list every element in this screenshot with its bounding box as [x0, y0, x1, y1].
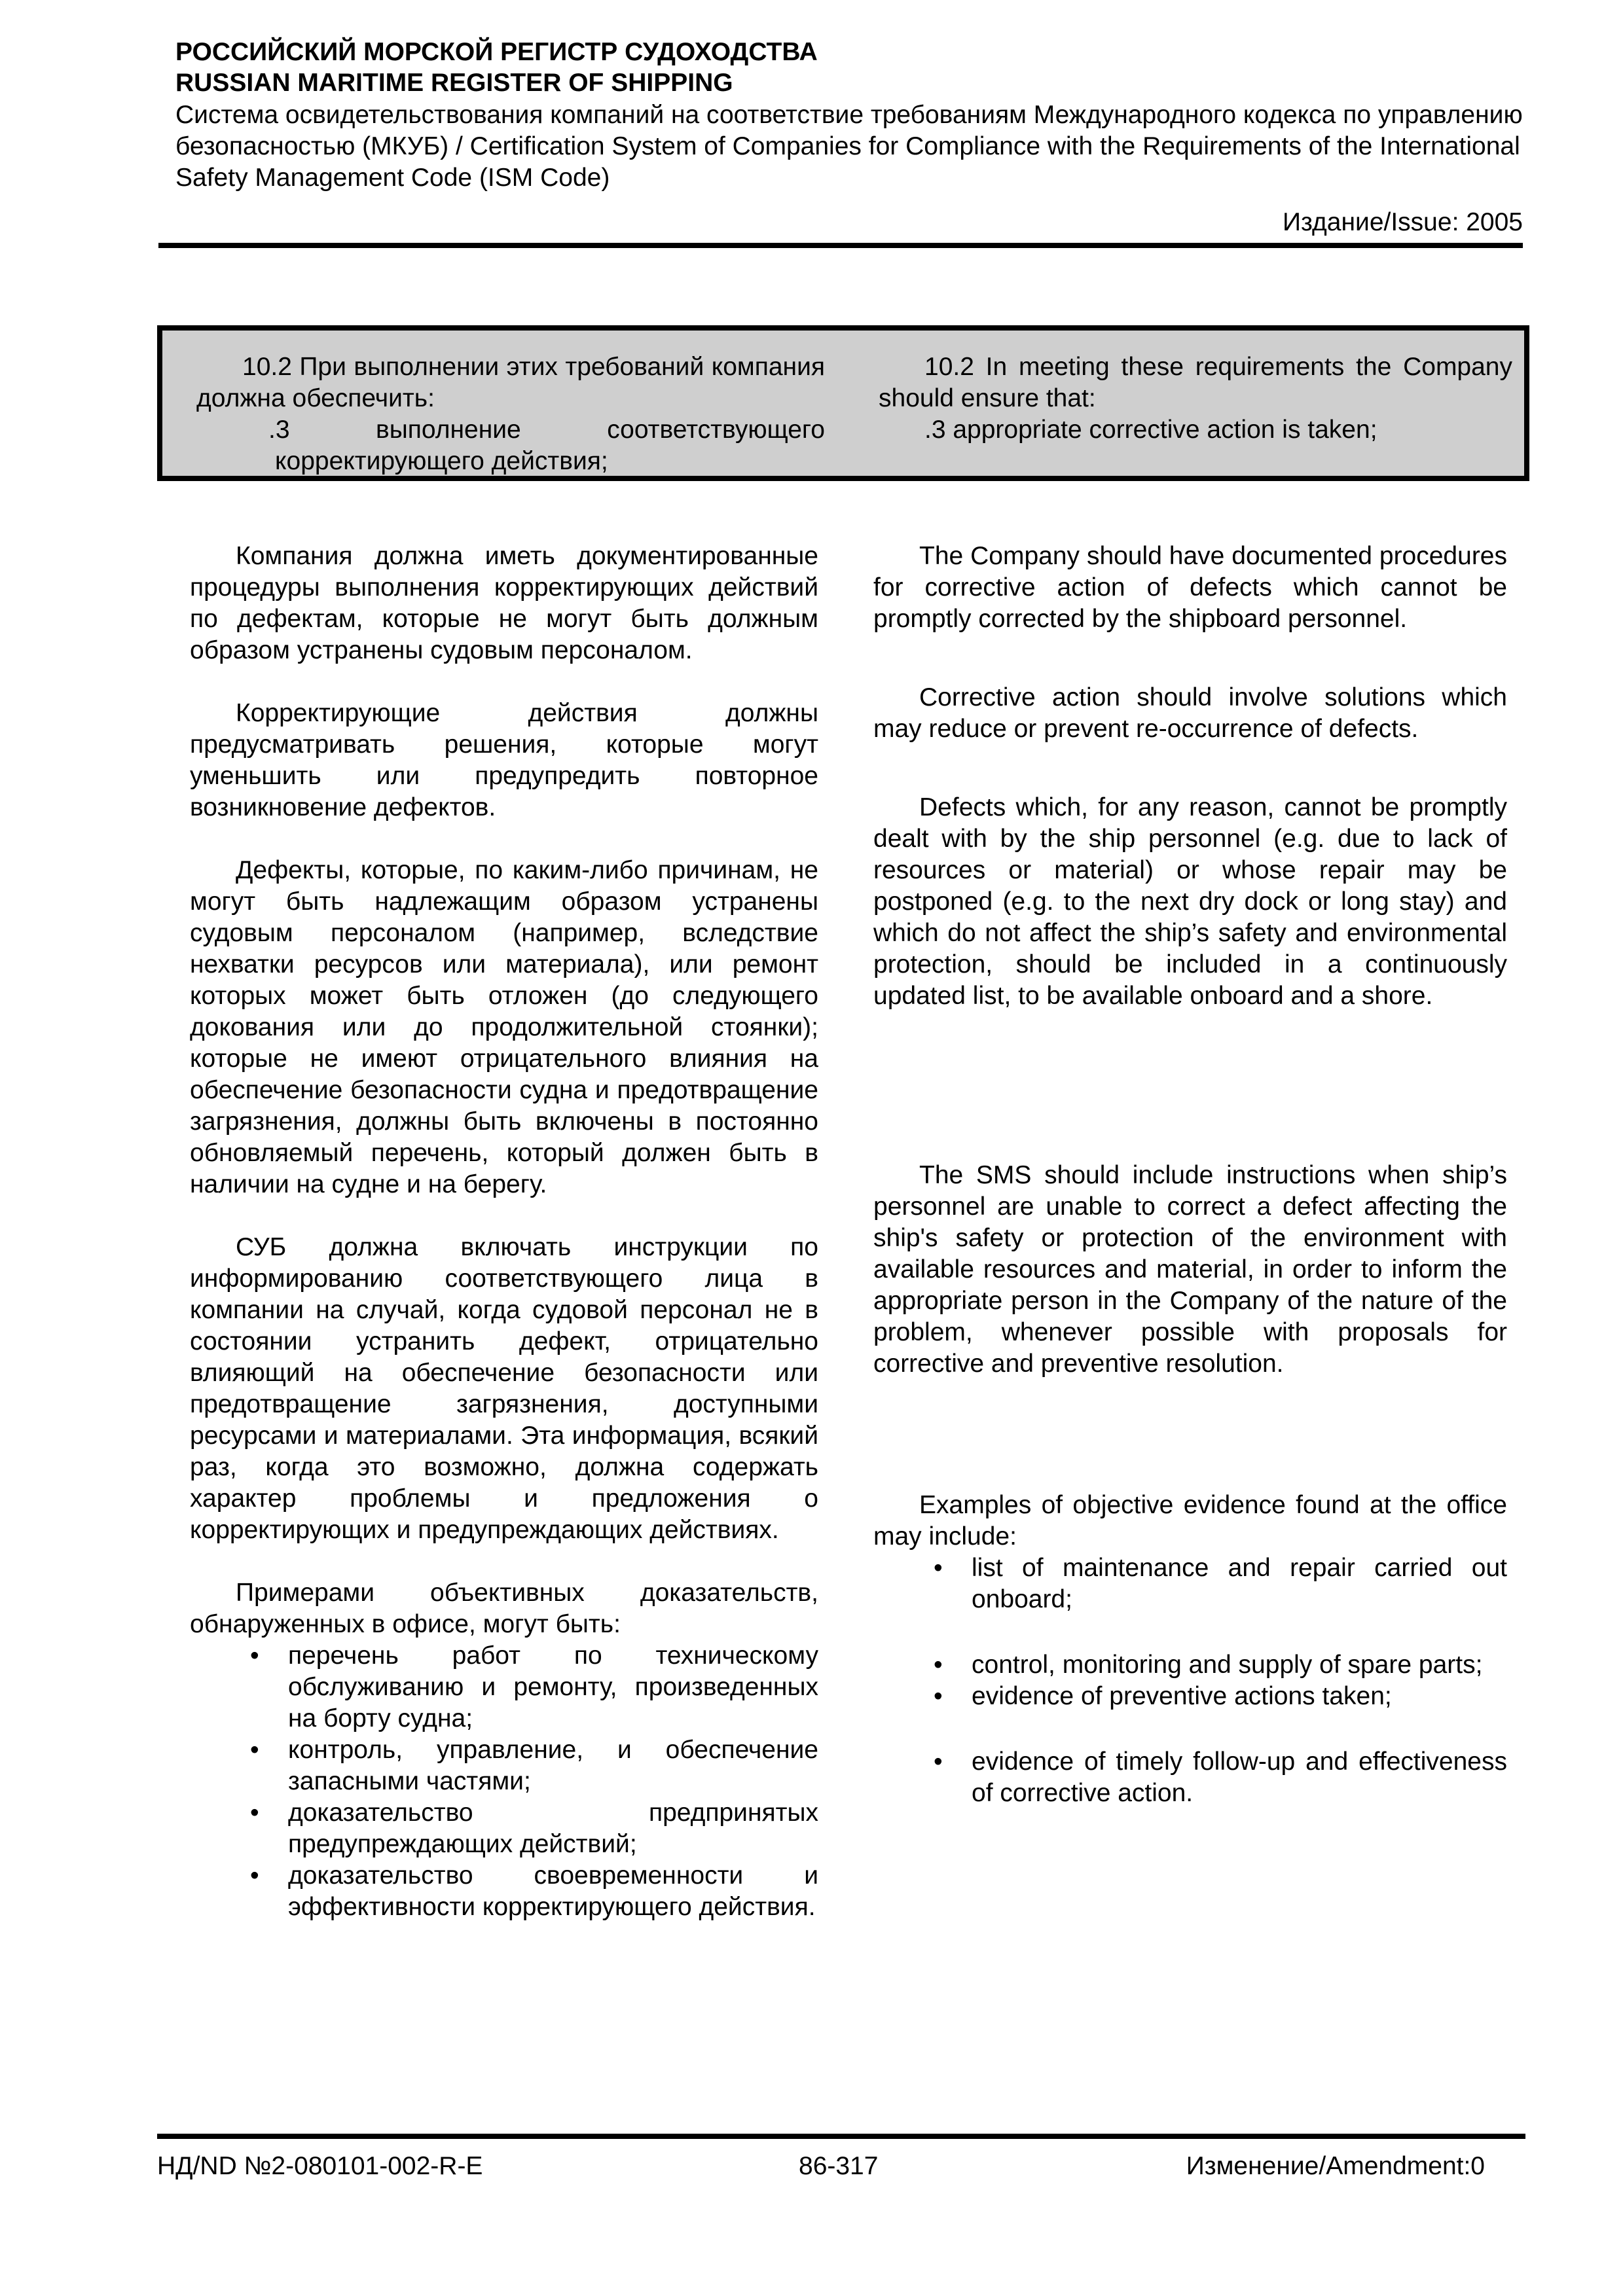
requirement-box [157, 325, 1529, 481]
requirement-en [879, 351, 1512, 446]
paragraph-ru-1: Компания должна иметь документированные процедуры выполнения корректирующих действий по дефектам, которые не могут быть должным образом устранены судовым персоналом. [190, 542, 818, 664]
list-item: • перечень работ по техническому обслуживанию и ремонту, произведенных на борту судна; [250, 1641, 818, 1732]
bullet-icon: • [934, 1682, 943, 1710]
evidence-list-ru [190, 1640, 818, 1923]
org-name-en: RUSSIAN MARITIME REGISTER OF SHIPPING [175, 69, 733, 97]
amendment-label: Изменение/Amendment:0 [1186, 2152, 1485, 2180]
bullet-icon: • [250, 1641, 259, 1670]
footer-divider [157, 2134, 1525, 2139]
guidance-column-en [873, 541, 1507, 1809]
paragraph-en-3: Defects which, for any reason, cannot be promptly dealt with by the ship personnel (e.g. due to lack of resources or material) or whose repair may be postponed (e.g. to the next dry dock or long stay) and which do not affect the ship’s safety and environmental protection, should be included in a continuously updated list, to be available onboard and a shore. [873, 793, 1507, 1010]
paragraph-ru-2: Корректирующие действия должны предусматривать решения, которые могут уменьшить или предупредить повторное возникновение дефектов. [190, 699, 818, 821]
paragraph-en-4: The SMS should include instructions when ship’s personnel are unable to correct a defect affecting the ship's safety or protection of the environment with available resources and material, in order to inform the appropriate person in the Company of the nature of the problem, whenever possible with proposals for corrective and preventive resolution. [873, 1161, 1507, 1378]
bullet-icon: • [934, 1554, 943, 1582]
list-item: • evidence of preventive actions taken; [873, 1681, 1507, 1712]
requirement-ru [196, 351, 825, 477]
list-item: • доказательство своевременности и эффективности корректирующего действия. [250, 1861, 818, 1921]
evidence-list-en [873, 1552, 1507, 1809]
list-item: • list of maintenance and repair carried out onboard; [934, 1554, 1507, 1613]
bullet-icon: • [250, 1861, 259, 1890]
list-item: • контроль, управление, и обеспечение запасными частями; [250, 1736, 818, 1795]
requirement-clause-ru: 10.2 При выполнении этих требований компания должна обеспечить: [196, 353, 825, 412]
bullet-icon: • [250, 1799, 259, 1827]
list-item: • evidence of timely follow-up and effectiveness of corrective action. [934, 1748, 1507, 1807]
bullet-icon: • [934, 1651, 943, 1679]
list-item: • доказательство предпринятых предупреждающих действий; [250, 1799, 818, 1858]
doc-number: НД/ND №2-080101-002-R-E [157, 2152, 483, 2180]
org-name-ru: РОССИЙСКИЙ МОРСКОЙ РЕГИСТР СУДОХОДСТВА [175, 38, 818, 66]
guidance-column-ru [190, 541, 818, 1923]
page-number: 86-317 [799, 2152, 879, 2180]
paragraph-en-5: Examples of objective evidence found at the office may include: [873, 1491, 1507, 1551]
system-title: Система освидетельствования компаний на соответствие требованиям Международного кодекса по управлению безопасностью (МКУБ) / Certification System of Companies for Compliance with the Requirements of the International Safety Management Code (ISM Code) [175, 101, 1523, 192]
paragraph-ru-3: Дефекты, которые, по каким-либо причинам, не могут быть надлежащим образом устранены судовым персоналом (например, вследствие нехватки ресурсов или материала), или ремонт которых может быть отложен (до следующего докования или до продолжительной стоянки); которые не имеют отрицательного влияния на обеспечение безопасности судна и предотвращение загрязнения, должны быть включены в постоянно обновляемый перечень, который должен быть в наличии на судне и на берегу. [190, 856, 818, 1198]
paragraph-ru-4: СУБ должна включать инструкции по информированию соответствующего лица в компании на случай, когда судовой персонал не в состоянии устранить дефект, отрицательно влияющий на обеспечение безопасности или предотвращение загрязнения, доступными ресурсами и материалами. Эта информация, всякий раз, когда это возможно, должна содержать характер проблемы и предложения о корректирующих и предупреждающих действиях. [190, 1233, 818, 1544]
paragraph-ru-5: Примерами объективных доказательств, обнаруженных в офисе, могут быть: [190, 1579, 818, 1638]
requirement-item-ru: .3 выполнение соответствующего корректирующего действия; [268, 416, 825, 475]
paragraph-en-2: Corrective action should involve solutions which may reduce or prevent re-occurrence of defects. [873, 683, 1507, 743]
document-footer [157, 2149, 1525, 2189]
paragraph-en-1: The Company should have documented procedures for corrective action of defects which cannot be promptly corrected by the shipboard personnel. [873, 542, 1507, 633]
issue-label: Издание/Issue: 2005 [1283, 208, 1523, 236]
list-item: • control, monitoring and supply of spare parts; [873, 1649, 1507, 1681]
requirement-clause-en: 10.2 In meeting these requirements the Company should ensure that: [879, 353, 1512, 412]
requirement-item-en: .3 appropriate corrective action is taken; [924, 416, 1377, 444]
bullet-icon: • [934, 1748, 943, 1776]
header-divider [158, 243, 1523, 248]
document-header [175, 37, 1523, 238]
bullet-icon: • [250, 1736, 259, 1764]
